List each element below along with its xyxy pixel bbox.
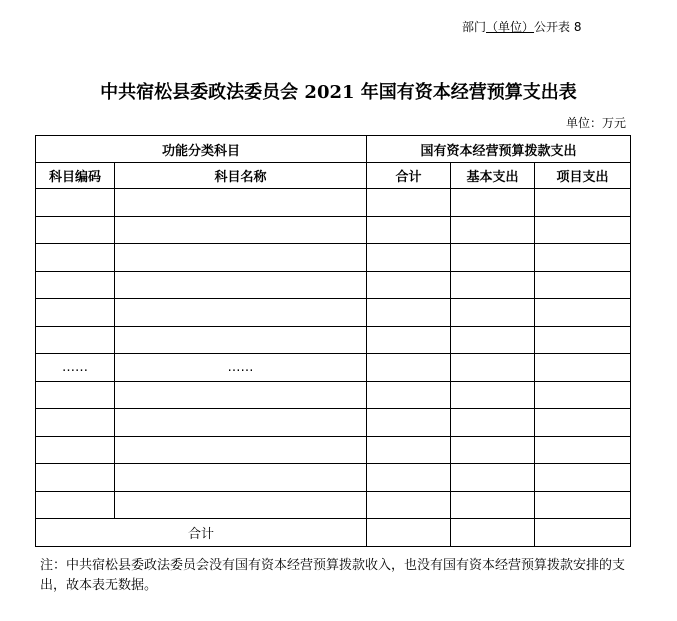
table-cell [535, 244, 631, 272]
table-row [36, 271, 631, 299]
table-cell [535, 381, 631, 409]
table-cell [36, 409, 115, 437]
table-cell [535, 491, 631, 519]
table-row [36, 409, 631, 437]
table-cell [451, 189, 535, 217]
page-title: 中共宿松县委政法委员会 2021 年国有资本经营预算支出表 [100, 82, 577, 103]
table-cell [535, 354, 631, 382]
table-cell [36, 326, 115, 354]
ellipsis-code-cell: …… [36, 354, 115, 382]
table-cell [451, 491, 535, 519]
column-header-name: 科目名称 [115, 163, 367, 189]
table-row [36, 491, 631, 519]
table-cell [451, 244, 535, 272]
total-label: 合计 [36, 519, 367, 547]
table-cell [36, 216, 115, 244]
table-cell [367, 381, 451, 409]
table-cell [115, 271, 367, 299]
total-sum-cell [367, 519, 451, 547]
table-cell [535, 326, 631, 354]
table-cell [367, 271, 451, 299]
table-cell [535, 409, 631, 437]
table-cell [367, 326, 451, 354]
table-cell [451, 216, 535, 244]
table-row [36, 464, 631, 492]
table-cell [115, 491, 367, 519]
table-cell [535, 464, 631, 492]
footnote: 注：中共宿松县委政法委员会没有国有资本经营预算拨款收入，也没有国有资本经营预算拨款安排的支出，故本表无数据。 [40, 558, 626, 593]
total-basic-cell [451, 519, 535, 547]
table-cell [535, 299, 631, 327]
table-cell [367, 244, 451, 272]
table-cell [367, 409, 451, 437]
table-cell [451, 436, 535, 464]
table-row [36, 299, 631, 327]
table-cell [535, 271, 631, 299]
table-cell [367, 216, 451, 244]
table-cell [115, 409, 367, 437]
column-header-basic: 基本支出 [451, 163, 535, 189]
total-project-cell [535, 519, 631, 547]
table-cell [115, 299, 367, 327]
column-header-total: 合计 [367, 163, 451, 189]
table-cell [451, 299, 535, 327]
table-cell [451, 464, 535, 492]
table-cell [36, 491, 115, 519]
table-cell [36, 271, 115, 299]
ellipsis-name-cell: …… [115, 354, 367, 382]
table-cell [36, 381, 115, 409]
group-header-budget: 国有资本经营预算拨款支出 [367, 136, 631, 163]
table-cell [36, 244, 115, 272]
table-cell [36, 464, 115, 492]
table-cell [115, 189, 367, 217]
table-cell [535, 436, 631, 464]
dept-unit: （单位） [486, 20, 535, 34]
table-cell [367, 491, 451, 519]
table-row [36, 189, 631, 217]
table-cell [451, 409, 535, 437]
table-cell [451, 354, 535, 382]
column-header-row [36, 163, 631, 189]
table-cell [451, 381, 535, 409]
table-cell [535, 216, 631, 244]
table-cell [535, 189, 631, 217]
ellipsis-row [36, 354, 631, 382]
table-cell [36, 299, 115, 327]
table-cell [115, 326, 367, 354]
table-cell [36, 436, 115, 464]
table-cell [451, 271, 535, 299]
total-row [36, 519, 631, 547]
table-cell [367, 299, 451, 327]
table-cell [367, 436, 451, 464]
table-cell [115, 436, 367, 464]
dept-prefix: 部门 [462, 20, 487, 34]
table-row [36, 436, 631, 464]
table-row [36, 244, 631, 272]
table-cell [367, 189, 451, 217]
table-row [36, 326, 631, 354]
table-cell [115, 244, 367, 272]
table-cell [367, 464, 451, 492]
table-cell [451, 326, 535, 354]
table-cell [36, 189, 115, 217]
group-header-function: 功能分类科目 [36, 136, 367, 163]
column-header-code: 科目编码 [36, 163, 115, 189]
table-cell [115, 381, 367, 409]
budget-table [35, 135, 631, 547]
group-header-row [36, 136, 631, 163]
table-cell [367, 354, 451, 382]
table-row [36, 216, 631, 244]
column-header-project: 项目支出 [535, 163, 631, 189]
dept-suffix: 公开表 8 [534, 20, 582, 34]
table-number-label [462, 18, 581, 35]
table-cell [115, 464, 367, 492]
unit-label: 单位：万元 [566, 116, 627, 130]
table-cell [115, 216, 367, 244]
table-row [36, 381, 631, 409]
